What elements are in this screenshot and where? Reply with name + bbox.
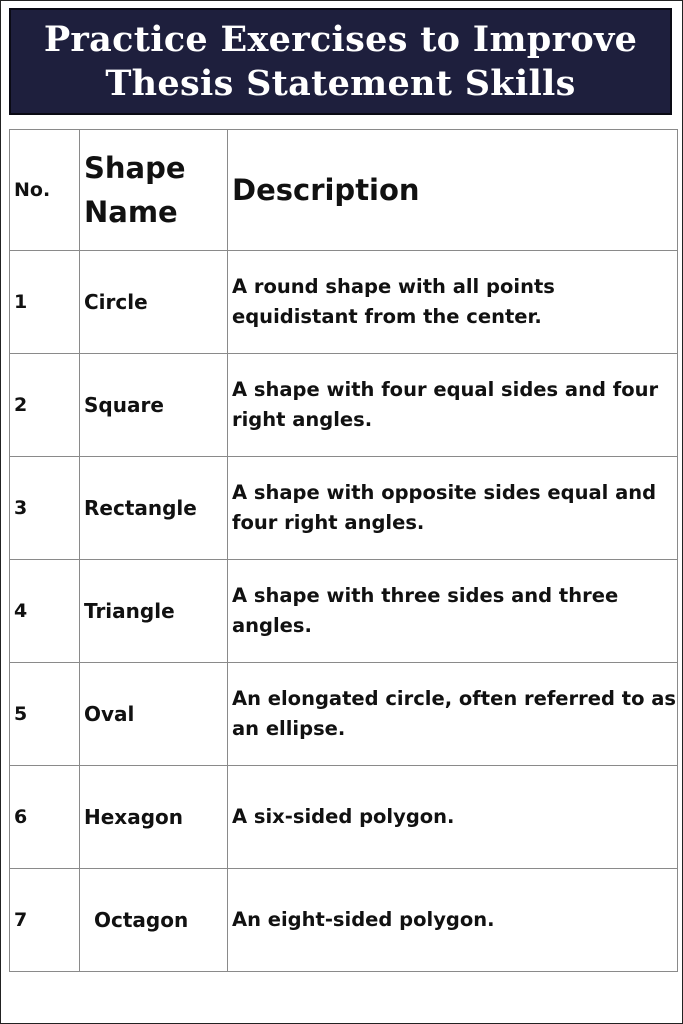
row-description: A shape with three sides and three angles. <box>228 560 678 663</box>
header-shape-name <box>80 130 228 251</box>
row-number: 3 <box>10 457 80 560</box>
row-description: An elongated circle, often referred to as an ellipse. <box>228 663 678 766</box>
row-shape-name: Hexagon <box>80 766 228 869</box>
row-description: An eight-sided polygon. <box>228 869 678 972</box>
row-number: 5 <box>10 663 80 766</box>
header-description: Description <box>228 130 678 251</box>
row-description: A round shape with all points equidistant from the center. <box>228 251 678 354</box>
row-shape-name: Oval <box>80 663 228 766</box>
row-number: 1 <box>10 251 80 354</box>
title-line-2: Thesis Statement Skills <box>105 62 576 104</box>
table-row <box>10 869 678 972</box>
title-banner <box>9 8 672 115</box>
row-description: A six-sided polygon. <box>228 766 678 869</box>
header-no: No. <box>10 130 80 251</box>
row-description: A shape with opposite sides equal and four right angles. <box>228 457 678 560</box>
row-shape-name: Triangle <box>80 560 228 663</box>
row-number: 4 <box>10 560 80 663</box>
row-number: 6 <box>10 766 80 869</box>
table-row <box>10 354 678 457</box>
table-header-row <box>10 130 678 251</box>
table-row <box>10 766 678 869</box>
row-shape-name: Square <box>80 354 228 457</box>
table-row <box>10 457 678 560</box>
row-shape-name: Rectangle <box>80 457 228 560</box>
row-number: 7 <box>10 869 80 972</box>
header-shape-name-line-2: Name <box>84 195 178 229</box>
row-shape-name: Octagon <box>80 869 228 972</box>
row-shape-name: Circle <box>80 251 228 354</box>
row-number: 2 <box>10 354 80 457</box>
shapes-table <box>9 129 678 972</box>
table-row <box>10 251 678 354</box>
table-row <box>10 560 678 663</box>
row-description: A shape with four equal sides and four right angles. <box>228 354 678 457</box>
header-shape-name-line-1: Shape <box>84 151 186 185</box>
title-line-1: Practice Exercises to Improve <box>43 18 638 60</box>
table-row <box>10 663 678 766</box>
